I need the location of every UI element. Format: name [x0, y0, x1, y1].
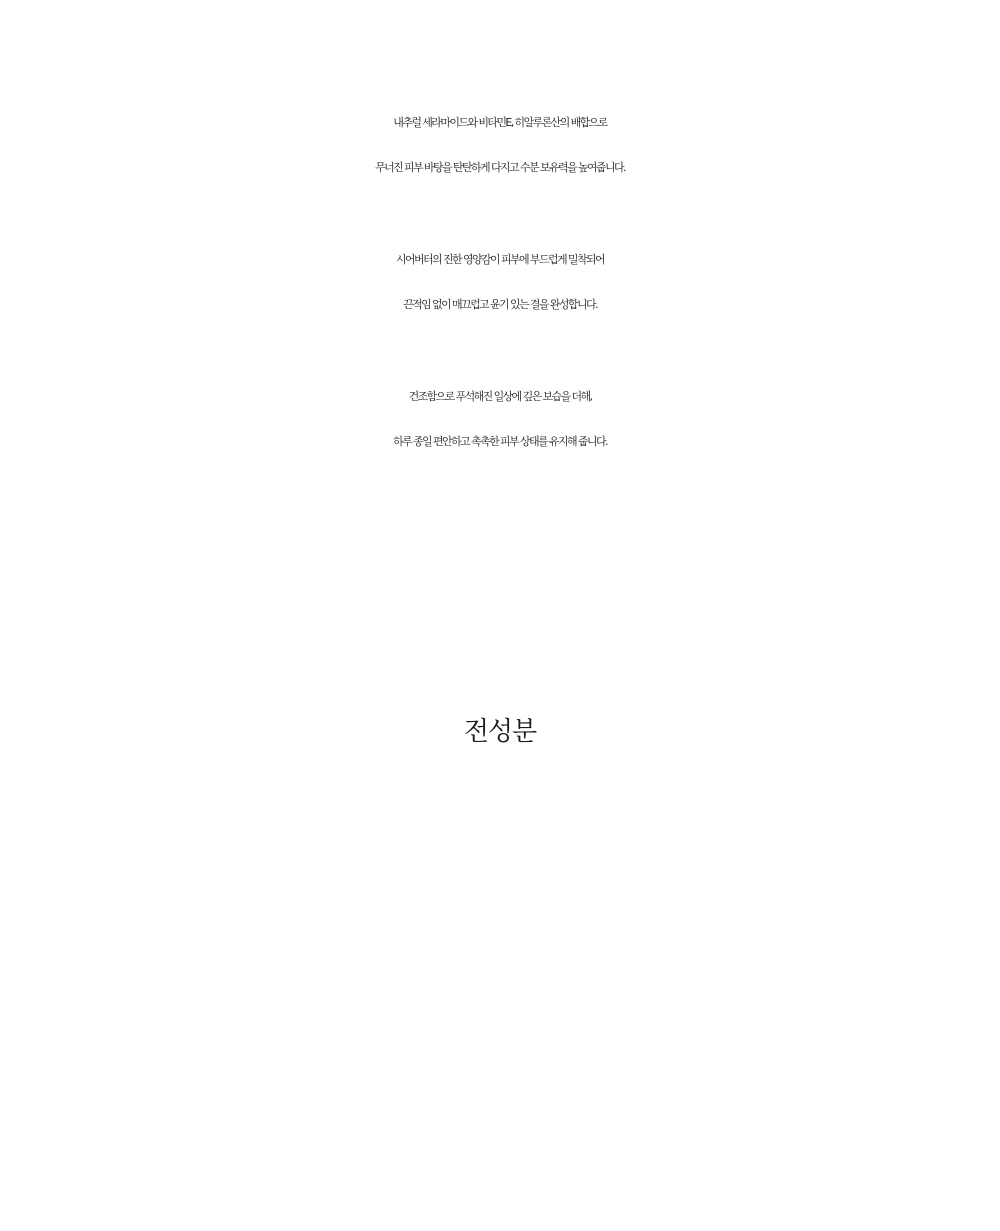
description-line: 끈적임 없이 매끄럽고 윤기 있는 결을 완성합니다.: [403, 298, 597, 311]
ingredients-line: [0, 851, 1000, 892]
description-paragraph-1: [0, 100, 1000, 190]
ingredients-list: [0, 770, 1000, 1054]
ingredients-title: 전성분: [463, 717, 537, 747]
description-line: 무너진 피부 바탕을 탄탄하게 다지고 수분 보유력을 높여줍니다.: [375, 161, 625, 174]
description-line: 하루 종일 편안하고 촉촉한 피부 상태를 유지해 줍니다.: [393, 435, 607, 448]
description-line: 내추럴 세라마이드와 비타민E, 히알루론산의 배합으로: [393, 116, 607, 129]
ingredients-line: [0, 973, 1000, 1014]
product-description: [0, 100, 1000, 511]
ingredients-line: [0, 892, 1000, 933]
ingredients-line: [0, 770, 1000, 811]
ingredients-line: [0, 1013, 1000, 1054]
ingredients-line: [0, 811, 1000, 852]
ingredients-line: [0, 932, 1000, 973]
description-paragraph-2: [0, 237, 1000, 327]
description-paragraph-3: [0, 374, 1000, 464]
description-line: 시어버터의 진한 영양감이 피부에 부드럽게 밀착되어: [395, 253, 605, 266]
description-line: 건조함으로 푸석해진 일상에 깊은 보습을 더해,: [408, 390, 592, 403]
ingredients-section: [0, 712, 1000, 1054]
